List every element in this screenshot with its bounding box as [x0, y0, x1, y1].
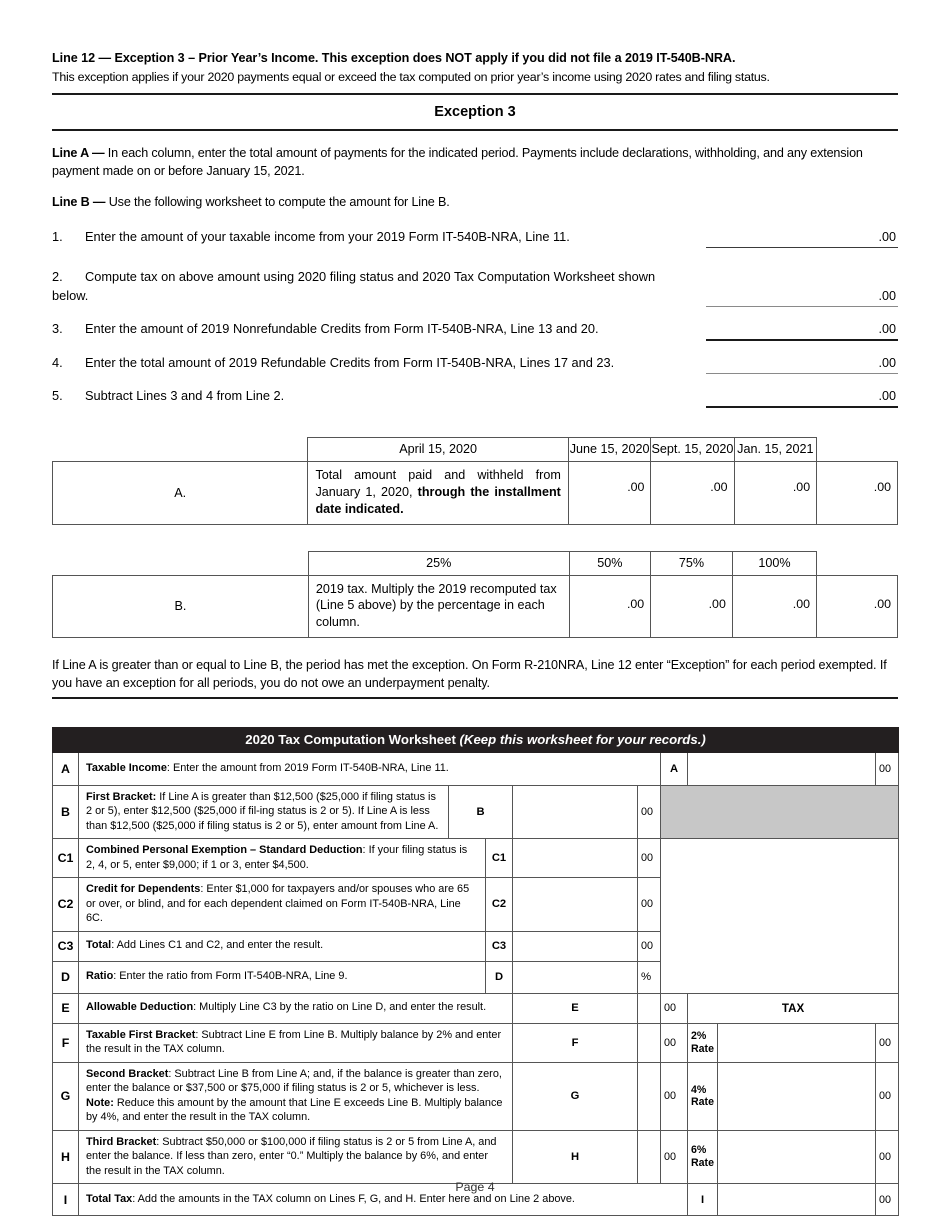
entry-rule — [706, 339, 898, 341]
item-text: Subtract Lines 3 and 4 from Line 2. — [85, 388, 285, 404]
entry-a-q1[interactable]: .00 — [568, 462, 651, 524]
cents-b: 00 — [638, 785, 661, 839]
row-label-b: 2019 tax. Multiply the 2019 recomputed tax (Line 5 above) by the percentage in each column. — [308, 575, 569, 637]
worksheet-title-italic: (Keep this worksheet for your records.) — [459, 731, 706, 747]
line-a-paragraph — [52, 145, 898, 181]
column-header-q3: Sept. 15, 2020 — [651, 438, 734, 462]
row-desc-c3-rest: : Add Lines C1 and C2, and enter the result. — [111, 939, 324, 952]
row-key-b: B — [449, 785, 513, 839]
entry-box-g[interactable] — [638, 1062, 661, 1130]
shaded-cell-b — [661, 785, 899, 839]
row-desc-c1 — [79, 839, 486, 878]
item-text: Enter the amount of 2019 Nonrefundable Credits from Form IT-540B-NRA, Line 13 and 20. — [85, 321, 599, 337]
row-desc-i-bold: Total Tax — [86, 1192, 133, 1205]
row-desc-h-rest: : Subtract $50,000 or $100,000 if filing status is 2 or 5 from Line A, and enter the balance. If less than zero, enter “0.” Multiply the balance by 6%, and enter the result in the TAX column. — [86, 1135, 497, 1177]
worksheet-title — [53, 727, 899, 752]
item-number: 4. — [52, 355, 63, 371]
line-a-text: In each column, enter the total amount of payments for the indicated period. Payments include declarations, withholding, and any extension payment made on or before January 15, 2021. — [52, 145, 863, 178]
row-letter-h: H — [53, 1130, 79, 1184]
column-header-q1: April 15, 2020 — [308, 438, 568, 462]
entry-rule — [706, 247, 898, 248]
row-key-c1: C1 — [486, 839, 513, 878]
entry-b-p3[interactable]: .00 — [732, 575, 816, 637]
tax-box-h[interactable] — [718, 1130, 876, 1184]
row-key-f: F — [513, 1023, 638, 1062]
row-letter-e: E — [53, 993, 79, 1023]
rate-label-h — [688, 1130, 718, 1184]
column-header-p1: 25% — [308, 551, 569, 575]
entry-b-p1[interactable]: .00 — [569, 575, 651, 637]
row-letter-a: A. — [53, 462, 308, 524]
row-key-c2: C2 — [486, 878, 513, 932]
cents-c3: 00 — [638, 931, 661, 961]
row-desc-i-rest: : Add the amounts in the TAX column on Lines F, G, and H. Enter here and on Line 2 above. — [132, 1192, 575, 1205]
row-desc-c1-rest: : If your filing status is 2, 4, or 5, enter $9,000; if 1 or 3, enter $4,500. — [86, 844, 468, 871]
page-footer: Page 4 — [455, 1180, 495, 1194]
row-desc-a — [79, 752, 661, 785]
table-header-row — [53, 551, 898, 575]
form-page — [52, 0, 898, 1216]
row-desc-g-bold: Second Bracket — [86, 1067, 169, 1080]
row-letter-i: I — [53, 1184, 79, 1216]
line-b-worksheet-list — [52, 228, 898, 415]
tax-cents-f: 00 — [876, 1023, 899, 1062]
page-subtitle: This exception applies if your 2020 payments equal or exceed the tax computed on prior year’s income using 2020 rates and filing status. — [52, 70, 770, 84]
worksheet-title-bold: 2020 Tax Computation Worksheet — [245, 731, 460, 747]
spacer-cell — [53, 438, 308, 462]
column-header-q4: Jan. 15, 2021 — [734, 438, 817, 462]
list-item — [52, 320, 898, 351]
table-payments-by-date — [52, 437, 898, 524]
column-header-p2: 50% — [569, 551, 651, 575]
row-desc-g-mid: : Subtract Line B from Line A; and, if the balance is greater than zero, enter the balance or $37,500 or $75,000 if filing status is 2 or 5, whichever is less. — [86, 1067, 502, 1095]
cents-g: 00 — [661, 1062, 688, 1130]
column-header-q2: June 15, 2020 — [568, 438, 651, 462]
row-desc-a-bold: Taxable Income — [86, 761, 167, 774]
row-desc-d-bold: Ratio — [86, 970, 114, 983]
cents-label: .00 — [878, 230, 896, 245]
row-label-a-bold: through the installment date indicated. — [315, 485, 561, 516]
tax-cents-g: 00 — [876, 1062, 899, 1130]
row-desc-d — [79, 961, 486, 993]
row-letter-g: G — [53, 1062, 79, 1130]
rate-label-g — [688, 1062, 718, 1130]
entry-box-c2[interactable] — [513, 878, 638, 932]
worksheet-row-g — [53, 1062, 899, 1130]
worksheet-row-h — [53, 1130, 899, 1184]
row-label-a — [308, 462, 568, 524]
entry-box-c1[interactable] — [513, 839, 638, 878]
row-desc-b-rest: If Line A is greater than $12,500 ($25,000 if filing status is 2 or 5), enter $12,500 ($25,000 if fil-ing status is 2 or 5). If Line A is less than $12,500 ($25,000 if filing status is 2 or 5), enter amount from Line A. — [86, 790, 439, 832]
worksheet-row-f — [53, 1023, 899, 1062]
entry-box-b[interactable] — [513, 785, 638, 839]
entry-box-d[interactable] — [513, 961, 638, 993]
entry-box-e[interactable] — [638, 993, 661, 1023]
tax-computation-worksheet — [52, 727, 898, 1217]
row-desc-e-rest: : Multiply Line C3 by the ratio on Line D, and enter the result. — [193, 1001, 487, 1014]
row-desc-d-rest: : Enter the ratio from Form IT-540B-NRA, Line 9. — [113, 970, 348, 983]
row-desc-g — [79, 1062, 513, 1130]
row-desc-f — [79, 1023, 513, 1062]
percent-d: % — [638, 961, 661, 993]
row-desc-g-note: Note: — [86, 1096, 114, 1109]
row-desc-c2-rest: : Enter $1,000 for taxpayers and/or spouses who are 65 or over, or blind, and for each dependent claimed on Form IT-540B-NRA, Line 6C. — [86, 883, 470, 925]
row-letter-b: B — [53, 785, 79, 839]
entry-a-q3[interactable]: .00 — [734, 462, 817, 524]
column-header-p4: 100% — [732, 551, 816, 575]
amount-entry-4[interactable] — [706, 354, 898, 373]
table-percentages — [52, 551, 898, 638]
worksheet-row-b — [53, 785, 899, 839]
row-letter-a: A — [53, 752, 79, 785]
row-desc-c3 — [79, 931, 486, 961]
entry-a-q4[interactable]: .00 — [817, 462, 898, 524]
blank-cell-c-block — [661, 839, 899, 994]
table-header-row — [53, 438, 898, 462]
row-key-d: D — [486, 961, 513, 993]
entry-rule — [706, 306, 898, 307]
tax-cents-i: 00 — [876, 1184, 899, 1216]
entry-b-p4[interactable]: .00 — [817, 575, 898, 637]
divider-bottom — [52, 697, 898, 699]
rate-bottom-h: Rate — [691, 1156, 714, 1169]
column-header-p3: 75% — [651, 551, 733, 575]
cents-c1: 00 — [638, 839, 661, 878]
tax-column-header: TAX — [688, 993, 899, 1023]
rate-label-f — [688, 1023, 718, 1062]
entry-rule — [706, 373, 898, 374]
row-key-h: H — [513, 1130, 638, 1184]
row-key-i: I — [688, 1184, 718, 1216]
worksheet-row-c1 — [53, 839, 899, 878]
item-number: 3. — [52, 321, 63, 337]
row-desc-e — [79, 993, 513, 1023]
cents-label: .00 — [878, 322, 896, 337]
amount-entry-1[interactable] — [706, 228, 898, 247]
row-desc-f-bold: Taxable First Bracket — [86, 1028, 196, 1041]
list-item — [52, 387, 898, 415]
row-desc-c2-bold: Credit for Dependents — [86, 883, 201, 896]
item-number: 2. — [52, 269, 63, 285]
cents-a: 00 — [876, 752, 899, 785]
row-letter-c3: C3 — [53, 931, 79, 961]
row-letter-c1: C1 — [53, 839, 79, 878]
amount-entry-5[interactable] — [706, 387, 898, 407]
row-label-a-normal: Total amount paid and withheld from January 1, 2020, — [315, 468, 561, 500]
cents-label: .00 — [878, 389, 896, 404]
row-desc-g-rest: Reduce this amount by the amount that Line E exceeds Line B. Multiply balance by 4%, and enter the result in the TAX column. — [86, 1096, 503, 1124]
rate-top-h: 6% — [691, 1144, 707, 1157]
row-letter-b: B. — [53, 575, 309, 637]
row-desc-e-bold: Allowable Deduction — [86, 1001, 194, 1014]
item-text: Enter the total amount of 2019 Refundable Credits from Form IT-540B-NRA, Lines 17 and 23. — [85, 355, 615, 371]
entry-box-a[interactable] — [688, 752, 876, 785]
amount-entry-3[interactable] — [706, 320, 898, 340]
row-letter-f: F — [53, 1023, 79, 1062]
divider-top — [52, 93, 898, 95]
worksheet-row-e — [53, 993, 899, 1023]
row-key-a: A — [661, 752, 688, 785]
table-row — [53, 575, 898, 637]
row-desc-c2 — [79, 878, 486, 932]
exception-heading: Exception 3 — [434, 103, 516, 120]
row-key-c3: C3 — [486, 931, 513, 961]
row-letter-c2: C2 — [53, 878, 79, 932]
tax-cents-h: 00 — [876, 1130, 899, 1184]
row-desc-h-bold: Third Bracket — [86, 1135, 157, 1148]
entry-rule — [706, 406, 898, 408]
entry-box-c3[interactable] — [513, 931, 638, 961]
line-a-label: Line A — — [52, 145, 105, 160]
line-b-paragraph — [52, 194, 898, 212]
line-b-text: Use the following worksheet to compute the amount for Line B. — [105, 195, 450, 210]
page-title: Line 12 — Exception 3 – Prior Year’s Income. This exception does NOT apply if you did not file a 2019 IT-540B-NRA. — [52, 51, 736, 65]
rate-bottom-f: Rate — [691, 1042, 714, 1055]
closing-note: If Line A is greater than or equal to Line B, the period has met the exception. On Form R-210NRA, Line 12 enter “Exception” for each period exempted. If you have an exception for all periods, you do not owe an underpayment penalty. — [52, 657, 887, 690]
row-desc-b-bold: First Bracket: — [86, 790, 157, 803]
worksheet-title-row — [53, 727, 899, 752]
row-key-e: E — [513, 993, 638, 1023]
list-item — [52, 354, 898, 384]
rate-top-f: 2% — [691, 1030, 707, 1043]
entry-box-h[interactable] — [638, 1130, 661, 1184]
amount-entry-2[interactable] — [706, 287, 898, 306]
item-text: Enter the amount of your taxable income from your 2019 Form IT-540B-NRA, Line 11. — [85, 229, 570, 245]
item-text: Compute tax on above amount using 2020 filing status and 2020 Tax Computation Worksheet shown below. — [52, 269, 656, 303]
divider-under-heading — [52, 129, 898, 131]
cents-f: 00 — [661, 1023, 688, 1062]
worksheet-row-a — [53, 752, 899, 785]
row-desc-h — [79, 1130, 513, 1184]
row-letter-d: D — [53, 961, 79, 993]
rate-top-g: 4% — [691, 1083, 707, 1096]
item-number: 1. — [52, 229, 63, 245]
row-desc-b — [79, 785, 449, 839]
tax-box-f[interactable] — [718, 1023, 876, 1062]
entry-box-f[interactable] — [638, 1023, 661, 1062]
list-item — [52, 268, 898, 316]
tax-box-g[interactable] — [718, 1062, 876, 1130]
row-desc-c3-bold: Total — [86, 939, 112, 952]
cents-label: .00 — [878, 289, 896, 304]
list-item — [52, 228, 898, 258]
row-desc-f-rest: : Subtract Line E from Line B. Multiply balance by 2% and enter the result in the TAX column. — [86, 1028, 502, 1056]
line-b-label: Line B — — [52, 195, 106, 210]
row-desc-a-rest: : Enter the amount from 2019 Form IT-540B-NRA, Line 11. — [166, 761, 449, 774]
table-row — [53, 462, 898, 524]
cents-e: 00 — [661, 993, 688, 1023]
cents-label: .00 — [878, 356, 896, 371]
spacer-cell — [53, 551, 309, 575]
row-key-g: G — [513, 1062, 638, 1130]
cents-c2: 00 — [638, 878, 661, 932]
row-desc-c1-bold: Combined Personal Exemption – Standard Deduction — [86, 844, 363, 857]
item-number: 5. — [52, 388, 63, 404]
entry-b-p2[interactable]: .00 — [651, 575, 733, 637]
entry-a-q2[interactable]: .00 — [651, 462, 734, 524]
rate-bottom-g: Rate — [691, 1096, 714, 1109]
cents-h: 00 — [661, 1130, 688, 1184]
